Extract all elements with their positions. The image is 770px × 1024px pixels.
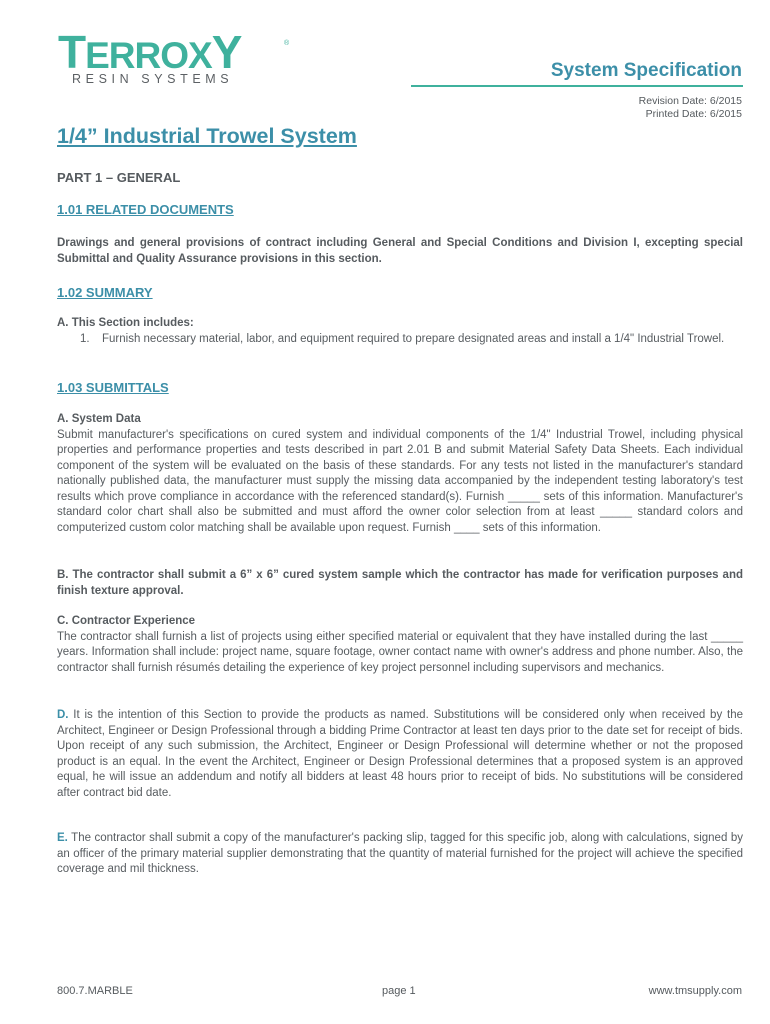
submittals-d-paragraph	[57, 708, 743, 801]
item-e-label: E.	[57, 832, 68, 844]
document-title: 1/4” Industrial Trowel System	[57, 124, 357, 148]
logo-letter-t: T	[58, 26, 86, 78]
printed-date: Printed Date: 6/2015	[645, 108, 742, 120]
registered-mark: ®	[284, 40, 290, 47]
footer-phone: 800.7.MARBLE	[57, 985, 133, 997]
item-d-text: It is the intention of this Section to provide the products as named. Substitutions will be considered only when received by the Architect, Engineer or Design Professional through a bidding Prime Contractor at least ten days prior to the date set for receipt of bids. Upon receipt of any such submission, the Architect, Engineer or Design Professional will determine whether or not the proposed product is an equal. In the event the Architect, Engineer or Design Professional determines that a proposed system is an approved equal, he will issue an addendum and notify all bidders at least 48 hours prior to receipt of bids. No substitutions will be considered after contract bid date.	[57, 709, 743, 799]
list-number: 1.	[80, 333, 90, 345]
contractor-experience-heading: C. Contractor Experience	[57, 615, 196, 627]
spec-header-title: System Specification	[550, 60, 742, 81]
list-item-text: Furnish necessary material, labor, and equipment required to prepare designated areas and install a 1/4" Industrial Trowel.	[102, 333, 725, 345]
system-data-heading: A. System Data	[57, 413, 141, 425]
section-heading-1-01: 1.01 RELATED DOCUMENTS	[57, 202, 234, 217]
summary-subheading: A. This Section includes:	[57, 317, 194, 329]
submittals-b-text: B. The contractor shall submit a 6” x 6” cured system sample which the contractor has made for verification purposes and finish texture approval.	[57, 569, 743, 597]
header-rule	[411, 85, 743, 87]
contractor-experience-text: The contractor shall furnish a list of projects using either specified material or equivalent that they have installed during the last _____ years. Information shall include: project name, square footage, owner contact name with owner's address and phone number. Also, the contractor shall furnish résumés detailing the experience of key project personnel including supervisors and mechanics.	[57, 630, 743, 674]
revision-date: Revision Date: 6/2015	[638, 95, 742, 107]
submittals-e-paragraph	[57, 831, 743, 878]
submittals-block-a	[57, 412, 743, 536]
footer-page-number: page 1	[382, 985, 416, 997]
logo-letter-y: Y	[211, 26, 242, 78]
logo-letters-errox: ERROX	[85, 35, 212, 76]
system-data-text: Submit manufacturer's specifications on cured system and individual components of the 1/4" Industrial Trowel, including physical properties and performance properties and tests described in part 2.01 B and submit Material Safety Data Sheets. Each individual component of the system will be evaluated on the basis of these standards. For any tests not listed in the manufacturer's standard nationally published data, the manufacturer must supply the missing data accompanied by the independent testing laboratory's test results which prove compliance in accordance with the referenced standard(s). Furnish _____ sets of this information. Manufacturer's standard color chart shall also be submitted and must afford the owner color selection from at least _____ standard colors and computerized custom color matching shall be available upon request. Furnish ____ sets of this information.	[57, 428, 743, 534]
item-e-text: The contractor shall submit a copy of the manufacturer's packing slip, tagged for this specific job, along with calculations, signed by an officer of the primary material supplier demonstrating that the quantity of material furnished for the project will achieve the specified coverage and mil thickness.	[57, 832, 743, 875]
logo-subtitle: RESIN SYSTEMS	[72, 72, 234, 86]
related-documents-text: Drawings and general provisions of contract including General and Special Conditions and Division I, excepting special Submittal and Quality Assurance provisions in this section.	[57, 237, 743, 265]
submittals-block-c	[57, 614, 743, 676]
summary-list-item	[80, 332, 743, 348]
footer-website-link[interactable]: www.tmsupply.com	[648, 985, 742, 997]
item-d-label: D.	[57, 709, 69, 721]
section-heading-1-02: 1.02 SUMMARY	[57, 285, 153, 300]
terroxy-logo	[58, 26, 290, 92]
part-heading: PART 1 – GENERAL	[57, 170, 181, 185]
section-heading-1-03: 1.03 SUBMITTALS	[57, 380, 169, 395]
